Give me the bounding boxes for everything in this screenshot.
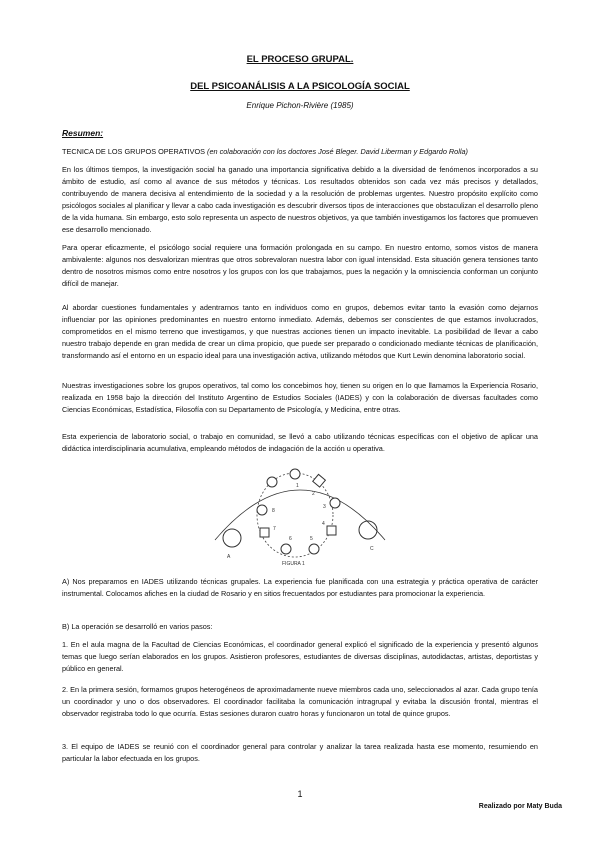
- title-line-1: EL PROCESO GRUPAL.: [246, 54, 354, 65]
- paragraph: Nuestras investigaciones sobre los grupos operativos, tal como los concebimos hoy, tienen su origen en lo que llamamos la Experiencia Rosario, realizada en 1958 bajo la dirección del Instituto Argentino de Estudios Sociales (IADES) y con la colaboración de diversas facultades como Ciencias Económicas, Estadística, Filosofía con su Departamento de Psicología, y Medicina, entre otras.: [62, 381, 538, 414]
- svg-text:1: 1: [296, 483, 299, 489]
- tecnica-heading: [62, 146, 538, 158]
- paragraph: 1. En el aula magna de la Facultad de Ciencias Económicas, el coordinador general explicó el significado de la experiencia y presentó algunos temas que luego serían elaborados en los grupos. Asistieron profesores, estudiantes de diversas disciplinas, autodidactas, artistas, deportistas y público en general.: [62, 640, 538, 673]
- paragraph: Al abordar cuestiones fundamentales y adentrarnos tanto en individuos como en grupos, debemos evitar tanto la evasión como dejarnos influenciar por las opiniones predominantes en nuestro entorno inmediato. Además, debemos ser conscientes de que estamos involucrados, comprometidos en el mismo terreno que investigamos, y que nuestras acciones tienen un impacto inevitable. La posibilidad de llevar a cabo nuestro trabajo depende en gran medida de crear un clima propicio, que puede ser preparado o condicionado mediante técnicas de planificación, transformando así el entorno en un espacio ideal para una investigación activa, utilizando métodos que Kurt Lewin denomina laboratorio social.: [62, 303, 538, 360]
- resumen-heading: Resumen:: [62, 128, 104, 138]
- tecnica-title: TECNICA DE LOS GRUPOS OPERATIVOS: [62, 147, 205, 156]
- footer-credit: Realizado por Maty Buda: [478, 803, 562, 810]
- paragraph: Para operar eficazmente, el psicólogo social requiere una formación prolongada en su campo. En nuestro entorno, somos vistos de manera ambivalente: algunos nos desvalorizan mientras que otros sobrevaloran nuestra labor con igual intensidad. Esta situación genera tensiones tanto dentro de nosotros mismos como entre nosotros y los grupos con los que trabajamos, pues la negación y la omnisciencia conforman un conjunto difícil de manejar.: [62, 243, 538, 288]
- member-a: [223, 529, 241, 547]
- svg-text:4: 4: [322, 521, 325, 527]
- paragraph: B) La operación se desarrolló en varios pasos:: [62, 622, 213, 631]
- title-line-2: DEL PSICOANÁLISIS A LA PSICOLOGÍA SOCIAL: [190, 81, 410, 92]
- label-a: A: [227, 554, 231, 560]
- figure-group-diagram: [210, 460, 390, 570]
- member-c: [359, 521, 377, 539]
- paragraph: 2. En la primera sesión, formamos grupos heterogéneos de aproximadamente nueve miembros cada uno, seleccionados al azar. Cada grupo tenía un coordinador y uno o dos observadores. El coordinador facilitaba la comunicación intragrupal y evitaba la discusión frontal, mientras el observador registraba todo lo que ocurría. Estas sesiones duraron cuatro horas y funcionaron un total de quince grupos.: [62, 685, 538, 718]
- svg-text:3: 3: [323, 504, 326, 510]
- svg-text:7: 7: [273, 526, 276, 532]
- figure-caption: FIGURA 1: [282, 561, 305, 567]
- tecnica-note: (en colaboración con los doctores José Bleger. David Liberman y Edgardo Rolla): [207, 147, 468, 156]
- svg-text:2: 2: [312, 491, 315, 497]
- author: Enrique Pichon-Rivière (1985): [246, 101, 354, 110]
- svg-text:5: 5: [310, 536, 313, 542]
- paragraph: 3. El equipo de IADES se reunió con el coordinador general para controlar y analizar la tarea realizada hasta ese momento, resumiendo en particular la labor efectuada en los grupos.: [62, 742, 538, 763]
- paragraph: A) Nos preparamos en IADES utilizando técnicas grupales. La experiencia fue planificada con una estrategia y práctica operativa de carácter instrumental. Colocamos afiches en la ciudad de Rosario y en sitios frecuentados por estudiantes para promocionar la experiencia.: [62, 577, 538, 598]
- paragraph: En los últimos tiempos, la investigación social ha ganado una importancia significativa debido a la diversidad de fenómenos incorporados a su ámbito de estudio, así como al avance de sus métodos y técnicas. Los resultados obtenidos son cada vez más precisos y detallados, contribuyendo de manera decisiva al entendimiento de la sociedad y a la resolución de problemas urgentes. Nuestro propósito explícito como psicólogos sociales al planificar y llevar a cabo cada investigación es descubrir diversos tipos de interacciones que obstaculizan el desarrollo pleno de la vida humana. Sin embargo, esto solo representa un aspecto de nuestros objetivos, ya que también investigamos los factores que promueven ese desarrollo mencionado.: [62, 165, 538, 234]
- label-c: C: [370, 546, 374, 552]
- svg-text:8: 8: [272, 508, 275, 514]
- svg-text:6: 6: [289, 536, 292, 542]
- paragraph: Esta experiencia de laboratorio social, o trabajo en comunidad, se llevó a cabo utilizando técnicas específicas con el objetivo de aplicar una didáctica interdisciplinaria acumulativa, empleando métodos de indagación de la acción u operativa.: [62, 432, 538, 453]
- page-number: 1: [297, 789, 303, 799]
